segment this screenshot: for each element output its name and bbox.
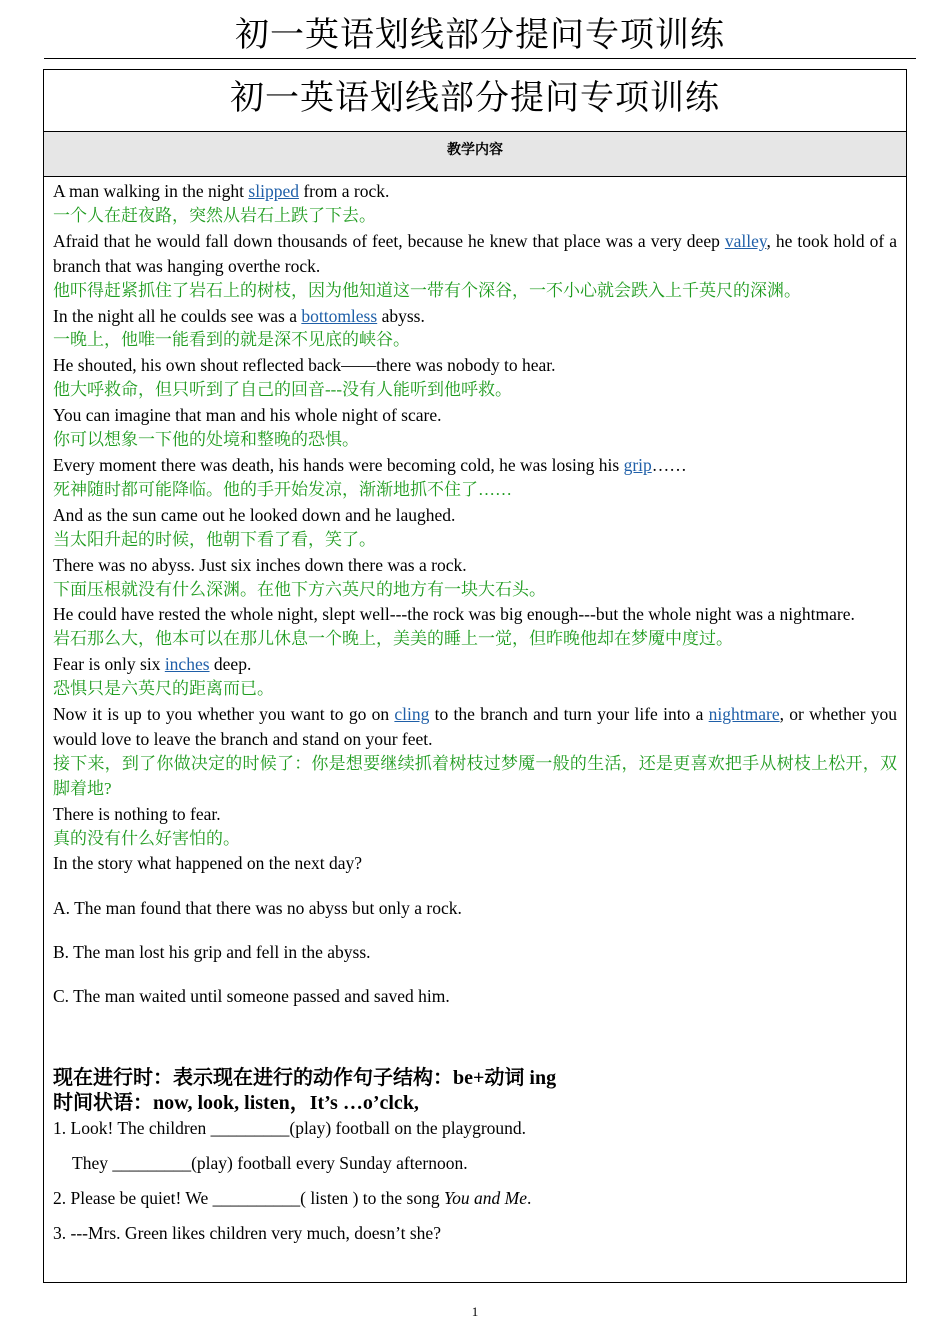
chinese-translation: 一个人在赶夜路，突然从岩石上跌了下去。 [53, 205, 376, 225]
sentence-text: In the night all he coulds see was a [53, 305, 302, 326]
sentence-text: Now it is up to you whether you want to go on [53, 704, 395, 725]
english-sentence [53, 802, 897, 827]
english-sentence [53, 503, 897, 528]
exercise-2-end: . [526, 1188, 532, 1209]
page-header-title: 初一英语划线部分提问专项训练 [44, 14, 916, 59]
underlined-word: inches [164, 654, 210, 675]
english-sentence [53, 702, 897, 752]
sentence-text: Afraid that he would fall down thousands of feet, because he knew that place was a very deep [53, 230, 725, 251]
english-sentence [53, 851, 897, 876]
exercise-2 [53, 1186, 897, 1210]
english-sentence [53, 179, 897, 204]
chinese-translation: 死神随时都可能降临。他的手开始发凉，渐渐地抓不住了…… [53, 479, 512, 499]
underlined-word: nightmare [708, 704, 780, 725]
table-title: 初一英语划线部分提问专项训练 [44, 70, 906, 132]
sentence-text: And as the sun came out he looked down and he laughed. [53, 504, 456, 525]
chinese-translation: 你可以想象一下他的处境和整晚的恐惧。 [53, 430, 359, 450]
english-sentence [53, 353, 897, 378]
chinese-translation: 接下来，到了你做决定的时候了：你是想要继续抓着树枝过梦魇一般的生活，还是更喜欢把手从树枝上松开，双脚着地? [53, 753, 897, 798]
sentence-text: , he took hold of a branch that was hanging overthe rock. [53, 230, 897, 276]
exercise-1b: They _________(play) football every Sunday afternoon. [72, 1153, 468, 1174]
chinese-translation: 一晚上，他唯一能看到的就是深不见底的峡谷。 [53, 330, 410, 350]
grammar-heading: 现在进行时：表示现在进行的动作句子结构：be+动词 ing [53, 1067, 557, 1090]
sentence-text: A man walking in the night [53, 181, 249, 201]
underlined-word: valley [724, 230, 767, 251]
english-sentence [53, 304, 897, 329]
english-sentence [53, 553, 897, 578]
chinese-translation: 真的没有什么好害怕的。 [53, 828, 240, 848]
story-text [53, 179, 897, 876]
english-sentence [53, 403, 897, 428]
table-subheading: 教学内容 [44, 132, 906, 177]
sentence-text: Fear is only six [53, 654, 165, 675]
exercise-1: 1. Look! The children _________(play) football on the playground. [53, 1118, 527, 1139]
sentence-text: He shouted, his own shout reflected back——there was nobody to hear. [53, 355, 556, 376]
chinese-translation: 岩石那么大，他本可以在那儿休息一个晚上，美美的睡上一觉，但昨晚他却在梦魇中度过。 [53, 629, 733, 649]
underlined-word: grip [623, 454, 652, 475]
sentence-text: , or whether you would love to leave the branch and stand on your feet. [53, 704, 897, 749]
chinese-translation: 当太阳升起的时候，他朝下看了看，笑了。 [53, 529, 376, 549]
chinese-translation: 他吓得赶紧抓住了岩石上的树枝，因为他知道这一带有个深谷，一不小心就会跌入上千英尺的深渊。 [53, 280, 801, 300]
chinese-translation: 恐惧只是六英尺的距离而已。 [53, 679, 274, 699]
underlined-word: slipped [248, 181, 299, 201]
sentence-text: to the branch and turn your life into a [429, 704, 709, 725]
sentence-text: Every moment there was death, his hands were becoming cold, he was losing his [53, 454, 624, 475]
sentence-text: from a rock. [298, 181, 390, 201]
english-sentence [53, 602, 897, 627]
time-adverbial-heading: 时间状语：now, look, listen，It’s …o’clck, [53, 1092, 419, 1115]
option-b: B. The man lost his grip and fell in the abyss. [53, 942, 371, 963]
sentence-text: There was no abyss. Just six inches down there was a rock. [53, 554, 467, 575]
english-sentence [53, 453, 897, 478]
sentence-text: deep. [209, 654, 252, 675]
chinese-translation: 下面压根就没有什么深渊。在他下方六英尺的地方有一块大石头。 [53, 579, 546, 599]
sentence-text: You can imagine that man and his whole night of scare. [53, 405, 442, 426]
underlined-word: bottomless [301, 305, 378, 326]
underlined-word: cling [394, 704, 430, 725]
sentence-text: He could have rested the whole night, slept well---the rock was big enough---but the whole night was a nightmare. [53, 604, 855, 625]
page-number: 1 [471, 1304, 479, 1319]
sentence-text: In the story what happened on the next day? [53, 853, 363, 874]
table-content [44, 177, 906, 1245]
sentence-text: …… [651, 454, 687, 475]
sentence-text: There is nothing to fear. [53, 803, 221, 824]
exercise-2-text: 2. Please be quiet! We __________( listen ) to the song [53, 1188, 444, 1209]
english-sentence [53, 229, 897, 279]
english-sentence [53, 652, 897, 677]
option-c: C. The man waited until someone passed and saved him. [53, 986, 450, 1007]
content-table [43, 69, 907, 1283]
exercise-3: 3. ---Mrs. Green likes children very much, doesn’t she? [53, 1223, 441, 1244]
song-title: You and Me [443, 1188, 527, 1209]
option-a: A. The man found that there was no abyss but only a rock. [53, 898, 462, 919]
chinese-translation: 他大呼救命，但只听到了自己的回音---没有人能听到他呼救。 [53, 380, 512, 400]
sentence-text: abyss. [377, 305, 425, 326]
